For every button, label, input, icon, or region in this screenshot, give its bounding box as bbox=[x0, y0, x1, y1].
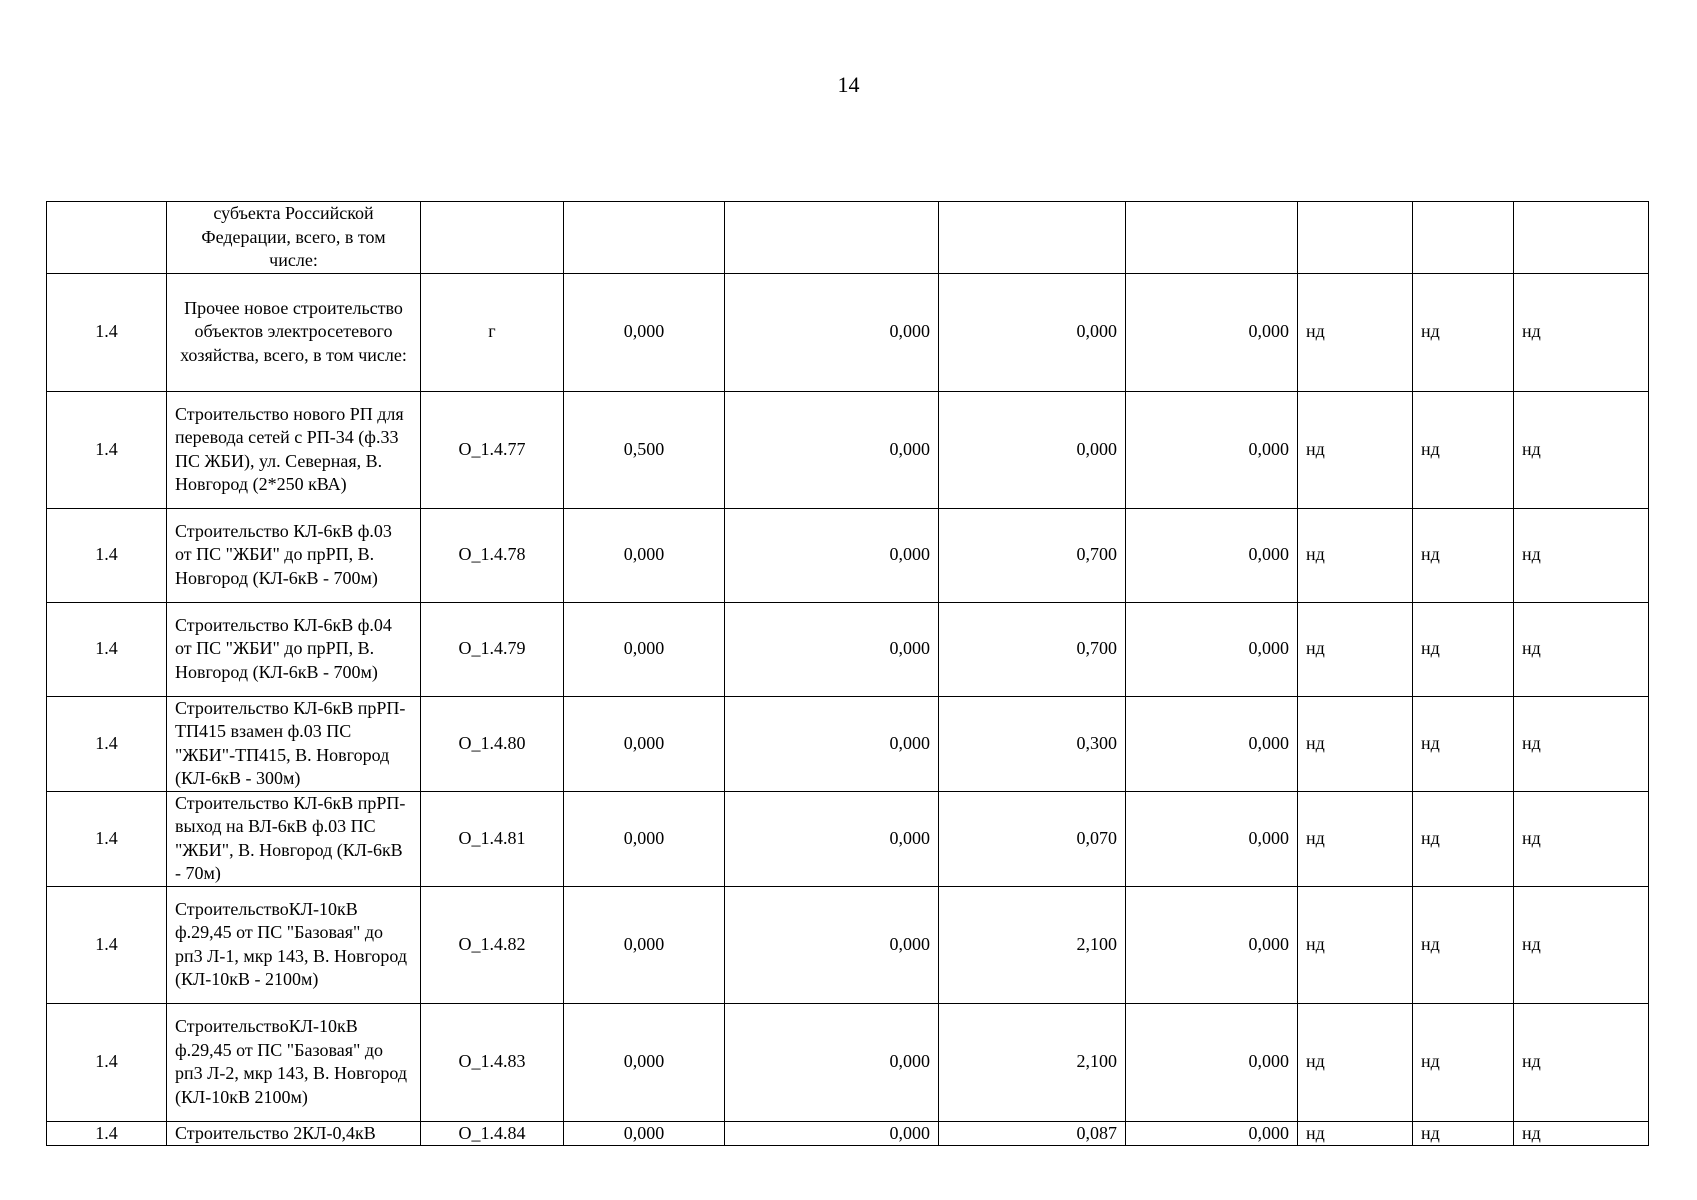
row-code: O_1.4.82 bbox=[421, 886, 564, 1003]
row-code: O_1.4.80 bbox=[421, 696, 564, 791]
row-value-1 bbox=[564, 202, 725, 274]
row-name: СтроительствоКЛ-10кВ ф.29,45 от ПС "Базовая" до рп3 Л-2, мкр 143, В. Новгород (КЛ-10кВ 2100м) bbox=[167, 1003, 421, 1121]
row-nd-3: нд bbox=[1514, 1003, 1649, 1121]
row-value-1: 0,000 bbox=[564, 791, 725, 886]
row-nd-2: нд bbox=[1413, 1003, 1514, 1121]
row-number bbox=[47, 202, 167, 274]
row-value-4: 0,000 bbox=[1126, 696, 1298, 791]
table-row bbox=[47, 1121, 1649, 1146]
row-nd-3: нд bbox=[1514, 508, 1649, 602]
table-row bbox=[47, 202, 1649, 274]
row-nd-2: нд bbox=[1413, 273, 1514, 391]
row-number: 1.4 bbox=[47, 273, 167, 391]
row-nd-3: нд bbox=[1514, 391, 1649, 508]
row-number: 1.4 bbox=[47, 791, 167, 886]
row-nd-2: нд bbox=[1413, 696, 1514, 791]
row-value-1: 0,000 bbox=[564, 602, 725, 696]
row-nd-1: нд bbox=[1298, 602, 1413, 696]
row-nd-3: нд bbox=[1514, 791, 1649, 886]
table-row bbox=[47, 273, 1649, 391]
row-nd-1: нд bbox=[1298, 273, 1413, 391]
row-nd-1 bbox=[1298, 202, 1413, 274]
row-name: субъекта Российской Федерации, всего, в том числе: bbox=[167, 202, 421, 274]
row-value-1: 0,500 bbox=[564, 391, 725, 508]
row-nd-3: нд bbox=[1514, 886, 1649, 1003]
row-code: O_1.4.77 bbox=[421, 391, 564, 508]
row-value-1: 0,000 bbox=[564, 1003, 725, 1121]
row-number: 1.4 bbox=[47, 1003, 167, 1121]
row-number: 1.4 bbox=[47, 602, 167, 696]
row-value-4: 0,000 bbox=[1126, 886, 1298, 1003]
row-nd-3: нд bbox=[1514, 1121, 1649, 1146]
row-name: Строительство КЛ-6кВ ф.04 от ПС "ЖБИ" до прРП, В. Новгород (КЛ-6кВ - 700м) bbox=[167, 602, 421, 696]
row-nd-1: нд bbox=[1298, 791, 1413, 886]
row-value-2: 0,000 bbox=[725, 273, 939, 391]
row-number: 1.4 bbox=[47, 1121, 167, 1146]
row-nd-1: нд bbox=[1298, 508, 1413, 602]
row-value-2: 0,000 bbox=[725, 886, 939, 1003]
row-nd-3: нд bbox=[1514, 602, 1649, 696]
row-name: Строительство КЛ-6кВ прРП-ТП415 взамен ф.03 ПС "ЖБИ"-ТП415, В. Новгород (КЛ-6кВ - 300м) bbox=[167, 696, 421, 791]
row-value-3: 2,100 bbox=[939, 886, 1126, 1003]
row-name: СтроительствоКЛ-10кВ ф.29,45 от ПС "Базовая" до рп3 Л-1, мкр 143, В. Новгород (КЛ-10кВ - 2100м) bbox=[167, 886, 421, 1003]
row-value-4: 0,000 bbox=[1126, 1121, 1298, 1146]
row-value-3: 0,070 bbox=[939, 791, 1126, 886]
row-value-2: 0,000 bbox=[725, 696, 939, 791]
row-value-2: 0,000 bbox=[725, 391, 939, 508]
row-nd-1: нд bbox=[1298, 886, 1413, 1003]
row-nd-2: нд bbox=[1413, 791, 1514, 886]
row-value-3: 2,100 bbox=[939, 1003, 1126, 1121]
row-nd-1: нд bbox=[1298, 1121, 1413, 1146]
row-value-2: 0,000 bbox=[725, 602, 939, 696]
investment-table bbox=[46, 201, 1649, 1146]
row-nd-2: нд bbox=[1413, 1121, 1514, 1146]
row-value-4 bbox=[1126, 202, 1298, 274]
row-number: 1.4 bbox=[47, 886, 167, 1003]
row-value-4: 0,000 bbox=[1126, 508, 1298, 602]
row-nd-2: нд bbox=[1413, 391, 1514, 508]
row-code: O_1.4.84 bbox=[421, 1121, 564, 1146]
row-value-4: 0,000 bbox=[1126, 791, 1298, 886]
row-value-4: 0,000 bbox=[1126, 273, 1298, 391]
row-nd-3: нд bbox=[1514, 273, 1649, 391]
row-value-3: 0,300 bbox=[939, 696, 1126, 791]
row-code: O_1.4.83 bbox=[421, 1003, 564, 1121]
row-value-1: 0,000 bbox=[564, 273, 725, 391]
row-nd-2: нд bbox=[1413, 508, 1514, 602]
row-name: Строительство КЛ-6кВ ф.03 от ПС "ЖБИ" до прРП, В. Новгород (КЛ-6кВ - 700м) bbox=[167, 508, 421, 602]
table-row bbox=[47, 602, 1649, 696]
row-value-3: 0,087 bbox=[939, 1121, 1126, 1146]
row-value-2: 0,000 bbox=[725, 791, 939, 886]
row-code bbox=[421, 202, 564, 274]
row-code: г bbox=[421, 273, 564, 391]
row-value-3 bbox=[939, 202, 1126, 274]
row-value-3: 0,000 bbox=[939, 273, 1126, 391]
row-name: Строительство 2КЛ-0,4кВ bbox=[167, 1121, 421, 1146]
row-nd-2 bbox=[1413, 202, 1514, 274]
table-row bbox=[47, 886, 1649, 1003]
row-number: 1.4 bbox=[47, 508, 167, 602]
row-nd-1: нд bbox=[1298, 391, 1413, 508]
row-value-1: 0,000 bbox=[564, 508, 725, 602]
row-value-1: 0,000 bbox=[564, 886, 725, 1003]
table-row bbox=[47, 391, 1649, 508]
row-code: O_1.4.79 bbox=[421, 602, 564, 696]
table-row bbox=[47, 508, 1649, 602]
row-nd-3 bbox=[1514, 202, 1649, 274]
row-value-4: 0,000 bbox=[1126, 391, 1298, 508]
row-value-3: 0,000 bbox=[939, 391, 1126, 508]
row-value-2: 0,000 bbox=[725, 508, 939, 602]
row-value-1: 0,000 bbox=[564, 696, 725, 791]
table-row bbox=[47, 696, 1649, 791]
page-number: 14 bbox=[837, 72, 860, 97]
row-code: O_1.4.78 bbox=[421, 508, 564, 602]
row-value-2: 0,000 bbox=[725, 1003, 939, 1121]
row-number: 1.4 bbox=[47, 696, 167, 791]
row-code: O_1.4.81 bbox=[421, 791, 564, 886]
row-nd-1: нд bbox=[1298, 696, 1413, 791]
row-value-4: 0,000 bbox=[1126, 602, 1298, 696]
row-nd-2: нд bbox=[1413, 886, 1514, 1003]
row-value-2 bbox=[725, 202, 939, 274]
row-name: Строительство КЛ-6кВ прРП-выход на ВЛ-6кВ ф.03 ПС "ЖБИ", В. Новгород (КЛ-6кВ - 70м) bbox=[167, 791, 421, 886]
row-nd-3: нд bbox=[1514, 696, 1649, 791]
row-number: 1.4 bbox=[47, 391, 167, 508]
row-nd-2: нд bbox=[1413, 602, 1514, 696]
row-nd-1: нд bbox=[1298, 1003, 1413, 1121]
row-value-3: 0,700 bbox=[939, 602, 1126, 696]
table-row bbox=[47, 1003, 1649, 1121]
row-value-3: 0,700 bbox=[939, 508, 1126, 602]
row-value-2: 0,000 bbox=[725, 1121, 939, 1146]
table-row bbox=[47, 791, 1649, 886]
row-name: Строительство нового РП для перевода сетей с РП-34 (ф.33 ПС ЖБИ), ул. Северная, В. Новгород (2*250 кВА) bbox=[167, 391, 421, 508]
row-value-1: 0,000 bbox=[564, 1121, 725, 1146]
row-name: Прочее новое строительство объектов электросетевого хозяйства, всего, в том числе: bbox=[167, 273, 421, 391]
row-value-4: 0,000 bbox=[1126, 1003, 1298, 1121]
